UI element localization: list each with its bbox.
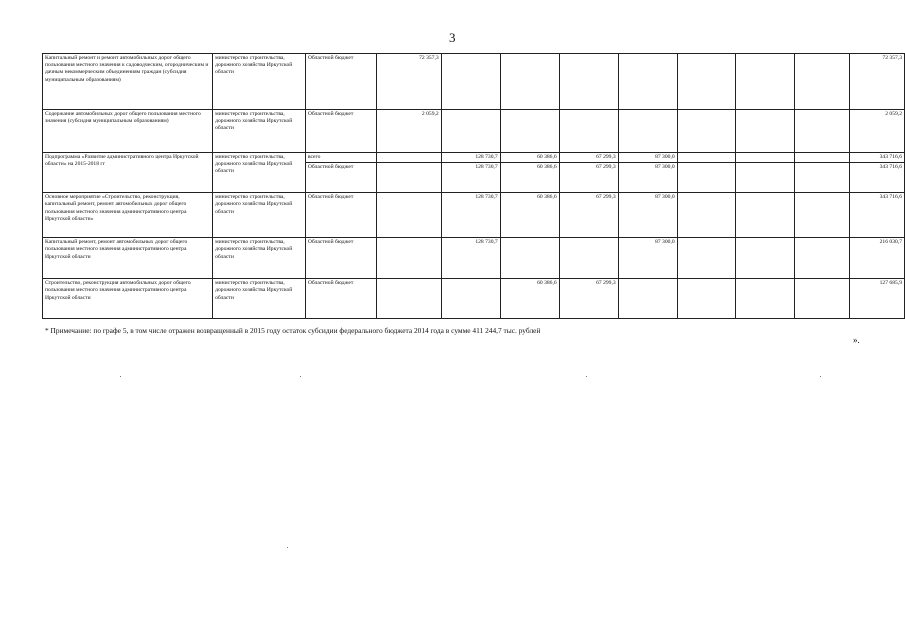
value-cell: 60 386,6 <box>500 193 559 238</box>
value-cell <box>795 279 850 319</box>
row-executor: министерство строительства, дорожного хозяйства Иркутской области <box>213 153 306 193</box>
value-cell: 67 299,3 <box>559 153 618 163</box>
table-row <box>43 153 905 163</box>
value-cell: 128 730,7 <box>441 153 500 163</box>
row-executor: министерство строительства, дорожного хозяйства Иркутской области <box>213 193 306 238</box>
value-cell <box>376 163 441 193</box>
row-source: Областной бюджет <box>305 238 376 279</box>
value-cell: 343 716,6 <box>849 163 904 193</box>
value-cell <box>376 193 441 238</box>
value-cell: 67 299,3 <box>559 193 618 238</box>
value-cell: 128 730,7 <box>441 193 500 238</box>
value-cell: 87 300,0 <box>618 163 677 193</box>
table-row <box>43 54 905 110</box>
value-cell: 343 716,6 <box>849 153 904 163</box>
row-name: Содержание автомобильных дорог общего пользования местного значения (субсидия муниципальным образованиям) <box>43 110 213 153</box>
row-executor: министерство строительства, дорожного хозяйства Иркутской области <box>213 279 306 319</box>
value-cell: 216 030,7 <box>849 238 904 279</box>
scan-speck <box>300 376 301 377</box>
value-cell <box>795 153 850 163</box>
value-cell <box>795 110 850 153</box>
value-cell <box>677 163 736 193</box>
scan-speck <box>586 376 587 377</box>
page-number: 3 <box>449 30 456 45</box>
table-row <box>43 110 905 153</box>
value-cell <box>559 238 618 279</box>
value-cell <box>618 54 677 110</box>
value-cell: 128 730,7 <box>441 238 500 279</box>
value-cell <box>736 153 795 163</box>
value-cell: 72 357,3 <box>376 54 441 110</box>
value-cell <box>376 153 441 163</box>
row-name: Капитальный ремонт и ремонт автомобильных дорог общего пользования местного значения к садоводческим, огородническим и дачным некоммерческим объединениям граждан (субсидия муниципальным образованиям) <box>43 54 213 110</box>
row-executor: министерство строительства, дорожного хозяйства Иркутской области <box>213 110 306 153</box>
value-cell <box>441 110 500 153</box>
value-cell <box>500 110 559 153</box>
value-cell: 60 386,6 <box>500 163 559 193</box>
value-cell <box>559 110 618 153</box>
value-cell <box>677 54 736 110</box>
row-source: Областной бюджет <box>305 193 376 238</box>
scan-speck <box>287 547 288 548</box>
value-cell <box>677 110 736 153</box>
value-cell <box>376 238 441 279</box>
value-cell: 87 300,0 <box>618 238 677 279</box>
scan-speck <box>820 376 821 377</box>
row-source: Областной бюджет <box>305 279 376 319</box>
value-cell: 2 059,2 <box>849 110 904 153</box>
value-cell <box>500 238 559 279</box>
table-row <box>43 279 905 319</box>
value-cell: 343 716,6 <box>849 193 904 238</box>
value-cell <box>677 193 736 238</box>
value-cell <box>736 54 795 110</box>
value-cell <box>677 153 736 163</box>
value-cell <box>795 163 850 193</box>
row-name: Капитальный ремонт, ремонт автомобильных дорог общего пользования местного значения административного центра Иркутской области <box>43 238 213 279</box>
value-cell: 60 386,6 <box>500 153 559 163</box>
value-cell: 87 300,0 <box>618 153 677 163</box>
row-source: Областной бюджет <box>305 54 376 110</box>
value-cell: 67 299,3 <box>559 279 618 319</box>
value-cell: 60 386,6 <box>500 279 559 319</box>
value-cell <box>618 279 677 319</box>
budget-table <box>42 53 905 319</box>
row-executor: министерство строительства, дорожного хозяйства Иркутской области <box>213 238 306 279</box>
row-name: Строительство, реконструкция автомобильных дорог общего пользования местного значения административного центра Иркутской области <box>43 279 213 319</box>
value-cell: 72 357,3 <box>849 54 904 110</box>
table-row <box>43 238 905 279</box>
value-cell <box>441 54 500 110</box>
value-cell <box>559 54 618 110</box>
value-cell: 127 685,9 <box>849 279 904 319</box>
value-cell: 128 730,7 <box>441 163 500 193</box>
value-cell <box>736 163 795 193</box>
value-cell <box>795 238 850 279</box>
value-cell <box>795 54 850 110</box>
value-cell <box>736 279 795 319</box>
row-source: всего <box>305 153 376 163</box>
value-cell <box>677 279 736 319</box>
value-cell <box>677 238 736 279</box>
value-cell <box>441 279 500 319</box>
scan-speck <box>120 376 121 377</box>
row-source: Областной бюджет <box>305 110 376 153</box>
table-row <box>43 193 905 238</box>
value-cell: 2 059,2 <box>376 110 441 153</box>
closing-quote-mark: ». <box>853 335 860 345</box>
value-cell: 87 300,0 <box>618 193 677 238</box>
row-name: Подпрограмма «Развитие административного центра Иркутской области» на 2015-2018 гг <box>43 153 213 193</box>
footnote: * Примечание: по графе 5, в том числе отражен возвращенный в 2015 году остаток субсидии федерального бюджета 2014 года в сумме 411 244,7 тыс. рублей <box>45 326 541 335</box>
value-cell <box>736 110 795 153</box>
value-cell <box>376 279 441 319</box>
row-source: Областной бюджет <box>305 163 376 193</box>
row-name: Основное мероприятие «Строительство, реконструкция, капитальный ремонт, ремонт автомобильных дорог общего пользования местного значения административного центра Иркутской области» <box>43 193 213 238</box>
value-cell <box>618 110 677 153</box>
row-executor: министерство строительства, дорожного хозяйства Иркутской области <box>213 54 306 110</box>
value-cell <box>795 193 850 238</box>
value-cell <box>500 54 559 110</box>
value-cell <box>736 193 795 238</box>
value-cell <box>736 238 795 279</box>
value-cell: 67 299,3 <box>559 163 618 193</box>
